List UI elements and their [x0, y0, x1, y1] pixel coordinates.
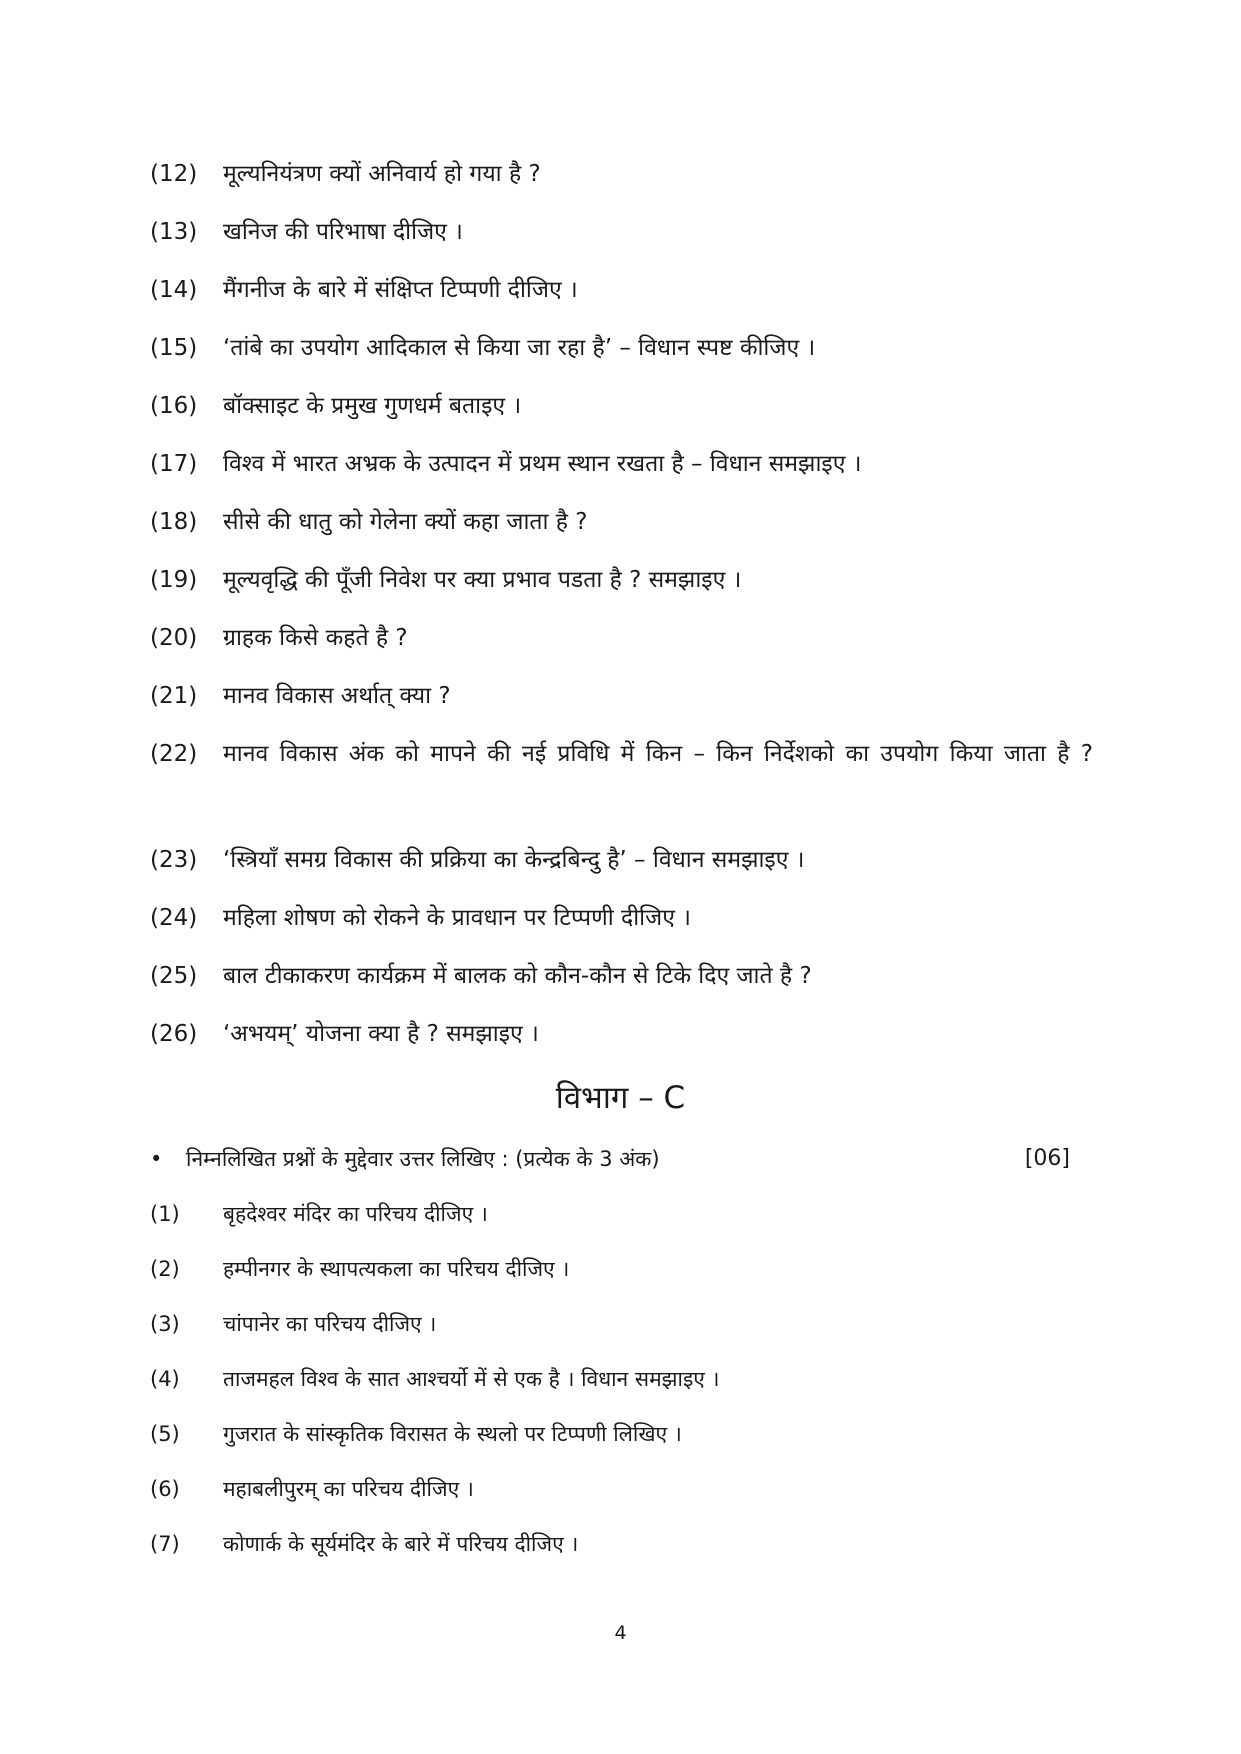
question-number: (19): [150, 567, 198, 593]
question-text: बॉक्साइट के प्रमुख गुणधर्म बताइए ।: [223, 393, 522, 419]
question-text: महाबलीपुरम् का परिचय दीजिए ।: [223, 1477, 474, 1501]
question-number: (23): [150, 847, 198, 873]
question-text: ‘स्त्रियाँ समग्र विकास की प्रक्रिया का केन्द्रबिन्दु है’ – विधान समझाइए ।: [223, 847, 805, 873]
question-number: (26): [150, 1021, 198, 1047]
question-text: सीसे की धातु को गेलेना क्यों कहा जाता है ?: [223, 509, 588, 535]
question-text: खनिज की परिभाषा दीजिए ।: [223, 219, 463, 245]
question-text: ग्राहक किसे कहते है ?: [223, 625, 408, 651]
question-number: (5): [150, 1422, 180, 1446]
question-number: (1): [150, 1202, 180, 1226]
question-number: (7): [150, 1532, 180, 1556]
question-number: (14): [150, 277, 198, 303]
question-number: (21): [150, 683, 198, 709]
question-text: मानव विकास अंक को मापने की नई प्रविधि में किन – किन निर्देशको का उपयोग किया जाता है ?: [223, 741, 1093, 767]
question-number: (16): [150, 393, 198, 419]
question-text: विश्व में भारत अभ्रक के उत्पादन में प्रथम स्थान रखता है – विधान समझाइए ।: [223, 451, 862, 477]
question-number: (4): [150, 1367, 180, 1391]
page-number: 4: [614, 1622, 627, 1644]
question-number: (6): [150, 1477, 180, 1501]
question-text: ‘अभयम्’ योजना क्या है ? समझाइए ।: [223, 1021, 539, 1047]
question-number: (24): [150, 905, 198, 931]
question-text: मैंगनीज के बारे में संक्षिप्त टिप्पणी दीजिए ।: [223, 277, 578, 303]
section-c-heading: विभाग – C: [555, 1080, 686, 1116]
question-text: बृहदेश्वर मंदिर का परिचय दीजिए ।: [223, 1202, 488, 1226]
question-text: मूल्यनियंत्रण क्यों अनिवार्य हो गया है ?: [223, 161, 541, 187]
instruction-text: निम्नलिखित प्रश्नों के मुद्देवार उत्तर लिखिए : (प्रत्येक के 3 अंक): [186, 1147, 660, 1171]
question-text: कोणार्क के सूर्यमंदिर के बारे में परिचय दीजिए ।: [223, 1532, 579, 1556]
question-number: (22): [150, 741, 198, 767]
question-number: (15): [150, 335, 198, 361]
question-text: मानव विकास अर्थात् क्या ?: [223, 683, 451, 709]
question-number: (17): [150, 451, 198, 477]
question-text: हम्पीनगर के स्थापत्यकला का परिचय दीजिए ।: [223, 1257, 570, 1281]
question-text: चांपानेर का परिचय दीजिए ।: [223, 1312, 437, 1336]
question-text: बाल टीकाकरण कार्यक्रम में बालक को कौन-कौन से टिके दिए जाते है ?: [223, 963, 812, 989]
bullet-icon: •: [150, 1147, 163, 1171]
question-text: ताजमहल विश्व के सात आश्चर्यो में से एक है । विधान समझाइए ।: [223, 1367, 720, 1391]
question-number: (13): [150, 219, 198, 245]
marks-label: [06]: [1024, 1146, 1070, 1171]
question-text: गुजरात के सांस्कृतिक विरासत के स्थलो पर टिप्पणी लिखिए ।: [223, 1422, 682, 1446]
question-text: महिला शोषण को रोकने के प्रावधान पर टिप्पणी दीजिए ।: [223, 905, 691, 931]
question-text: मूल्यवृद्धि की पूँजी निवेश पर क्या प्रभाव पडता है ? समझाइए ।: [223, 567, 742, 593]
question-number: (20): [150, 625, 198, 651]
question-number: (25): [150, 963, 198, 989]
question-number: (3): [150, 1312, 180, 1336]
question-number: (18): [150, 509, 198, 535]
question-text: ‘तांबे का उपयोग आदिकाल से किया जा रहा है’ – विधान स्पष्ट कीजिए ।: [223, 335, 816, 361]
question-number: (2): [150, 1257, 180, 1281]
question-number: (12): [150, 161, 198, 187]
